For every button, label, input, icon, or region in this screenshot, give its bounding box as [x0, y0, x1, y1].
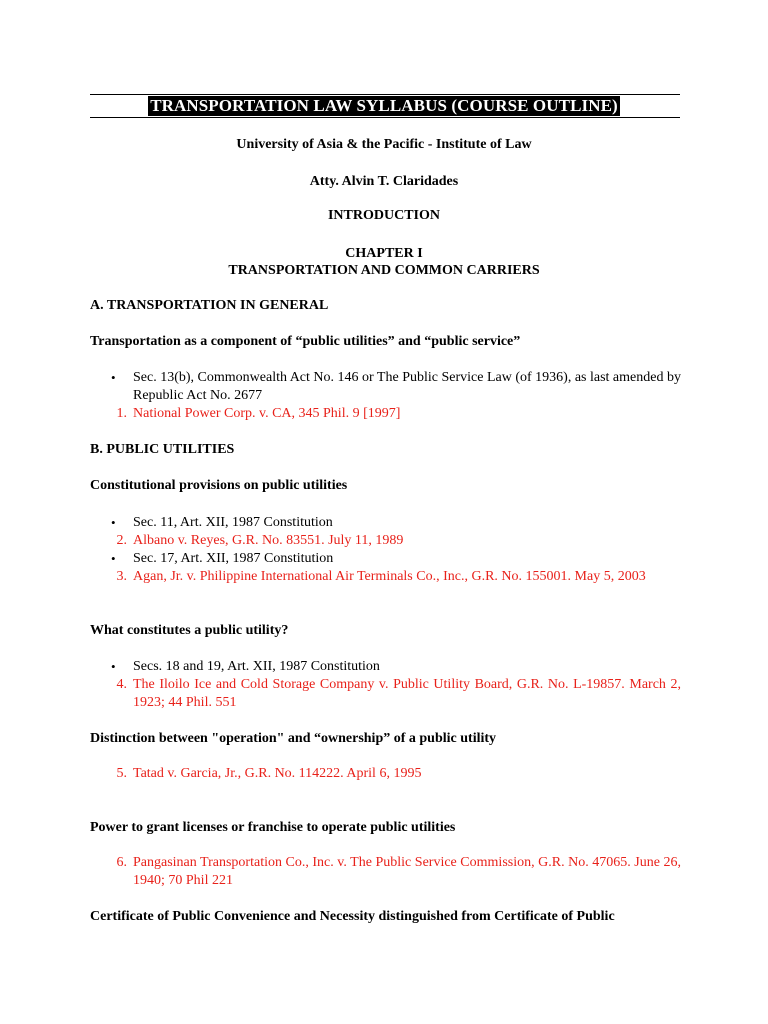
list-item: [111, 658, 681, 676]
section-a-heading: A. TRANSPORTATION IN GENERAL: [90, 298, 329, 313]
section-b-heading: B. PUBLIC UTILITIES: [90, 442, 235, 457]
subheading-power-to-grant: Power to grant licenses or franchise to operate public utilities: [90, 820, 456, 835]
case-number: 4.: [116, 677, 127, 692]
case-number: 6.: [116, 855, 127, 870]
title-wrap: [0, 96, 768, 116]
case-number: 1.: [116, 406, 127, 421]
case-citation: The Iloilo Ice and Cold Storage Company v. Public Utility Board, G.R. No. L-19857. March 2, 1923; 44 Phil. 551: [133, 677, 681, 710]
case-item: [116, 405, 681, 423]
list-item: [111, 514, 681, 532]
list-item-text: Sec. 17, Art. XII, 1987 Constitution: [133, 551, 334, 566]
introduction-heading: INTRODUCTION: [327, 208, 440, 223]
subheading-constitutional: Constitutional provisions on public utilities: [90, 478, 348, 493]
case-number: 5.: [116, 766, 127, 781]
chapter-number: CHAPTER I: [345, 246, 423, 261]
author-line: Atty. Alvin T. Claridades: [309, 174, 459, 189]
bullet-marker: •: [111, 515, 116, 530]
bullet-marker: •: [111, 551, 116, 566]
list-item-text: Sec. 13(b), Commonwealth Act No. 146 or The Public Service Law (of 1936), as last amended by Republic Act No. 2677: [133, 370, 681, 403]
document-title: TRANSPORTATION LAW SYLLABUS (COURSE OUTLINE): [150, 96, 618, 115]
list-item: [111, 550, 681, 568]
case-citation: Agan, Jr. v. Philippine International Air Terminals Co., Inc., G.R. No. 155001. May 5, 2003: [133, 569, 646, 584]
case-citation: Albano v. Reyes, G.R. No. 83551. July 11, 1989: [133, 533, 404, 548]
case-item: [116, 676, 681, 712]
case-item: [116, 765, 681, 783]
chapter-title: TRANSPORTATION AND COMMON CARRIERS: [228, 263, 540, 278]
case-item: [116, 854, 681, 890]
subheading-certificate: Certificate of Public Convenience and Necessity distinguished from Certificate of Public: [90, 909, 615, 924]
list-item-text: Sec. 11, Art. XII, 1987 Constitution: [133, 515, 333, 530]
institution-line: University of Asia & the Pacific - Institute of Law: [236, 137, 532, 152]
title-bottom-rule: [90, 117, 680, 118]
bullet-marker: •: [111, 659, 116, 674]
case-citation: Pangasinan Transportation Co., Inc. v. The Public Service Commission, G.R. No. 47065. June 26, 1940; 70 Phil 221: [133, 855, 681, 888]
list-item-text: Secs. 18 and 19, Art. XII, 1987 Constitution: [133, 659, 380, 674]
case-number: 3.: [116, 569, 127, 584]
case-citation: Tatad v. Garcia, Jr., G.R. No. 114222. April 6, 1995: [133, 766, 422, 781]
case-number: 2.: [116, 533, 127, 548]
title-top-rule: [90, 94, 680, 95]
case-citation: National Power Corp. v. CA, 345 Phil. 9 [1997]: [133, 406, 401, 421]
bullet-marker: •: [111, 370, 116, 385]
case-item: [116, 532, 681, 550]
subheading-what-constitutes: What constitutes a public utility?: [90, 623, 289, 638]
case-item: [116, 568, 681, 586]
subheading-distinction: Distinction between "operation" and “ownership” of a public utility: [90, 731, 497, 746]
section-a-subheading: Transportation as a component of “public utilities” and “public service”: [90, 334, 521, 349]
list-item: [111, 369, 681, 405]
